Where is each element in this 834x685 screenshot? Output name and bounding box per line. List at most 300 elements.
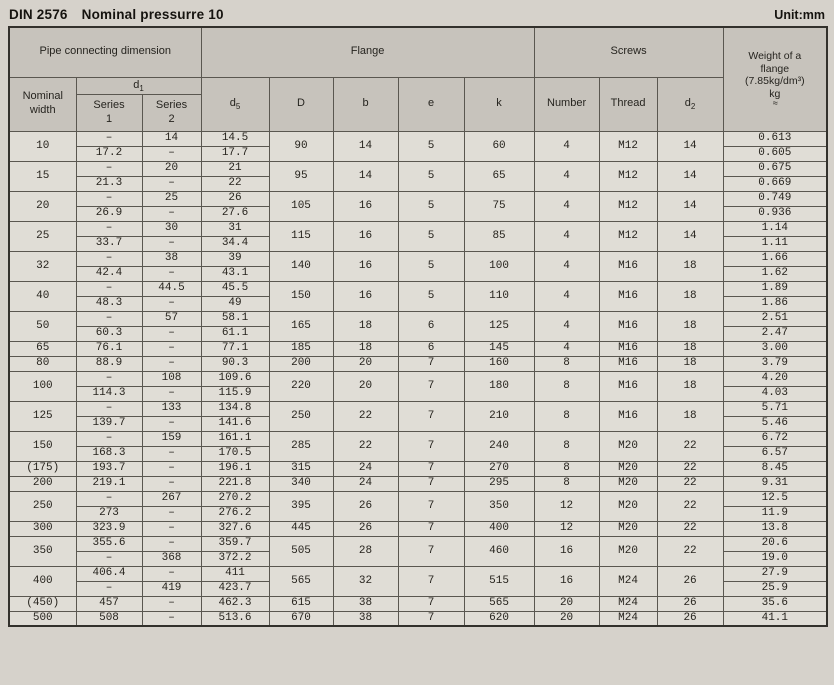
cell-D: 150 [269, 281, 333, 311]
table-row [9, 221, 827, 236]
cell-k: 460 [464, 536, 534, 566]
cell-d1-series2: – [142, 536, 201, 551]
cell-d5: 109.6 [201, 371, 269, 386]
cell-e: 5 [398, 251, 464, 281]
table-row [9, 611, 827, 626]
cell-d5: 462.3 [201, 596, 269, 611]
cell-d5: 141.6 [201, 416, 269, 431]
cell-k: 85 [464, 221, 534, 251]
cell-d5: 359.7 [201, 536, 269, 551]
cell-d5: 196.1 [201, 461, 269, 476]
cell-screw-thread: M16 [599, 371, 657, 401]
cell-d1-series2: – [142, 416, 201, 431]
cell-d1-series1: – [76, 401, 142, 416]
cell-d2: 18 [657, 356, 723, 371]
cell-nominal-width: 400 [9, 566, 76, 596]
cell-weight: 12.5 [723, 491, 827, 506]
cell-d2: 18 [657, 311, 723, 341]
cell-screw-number: 8 [534, 476, 599, 491]
cell-screw-number: 16 [534, 566, 599, 596]
cell-D: 395 [269, 491, 333, 521]
cell-d1-series1: – [76, 161, 142, 176]
cell-nominal-width: 250 [9, 491, 76, 521]
cell-d1-series1: – [76, 581, 142, 596]
cell-b: 26 [333, 521, 398, 536]
cell-d1-series2: – [142, 446, 201, 461]
cell-b: 38 [333, 611, 398, 626]
header-b: b [333, 77, 398, 131]
cell-d1-series2: – [142, 596, 201, 611]
cell-b: 26 [333, 491, 398, 521]
cell-e: 5 [398, 221, 464, 251]
cell-nominal-width: (450) [9, 596, 76, 611]
cell-d1-series1: 48.3 [76, 296, 142, 311]
cell-nominal-width: 500 [9, 611, 76, 626]
cell-d1-series1: – [76, 431, 142, 446]
cell-D: 165 [269, 311, 333, 341]
cell-d1-series2: 57 [142, 311, 201, 326]
cell-d2: 18 [657, 281, 723, 311]
cell-d5: 270.2 [201, 491, 269, 506]
cell-screw-number: 8 [534, 431, 599, 461]
cell-weight: 20.6 [723, 536, 827, 551]
header-series-2: Series 2 [142, 94, 201, 131]
cell-screw-number: 8 [534, 356, 599, 371]
cell-d1-series2: 133 [142, 401, 201, 416]
cell-e: 7 [398, 566, 464, 596]
cell-screw-thread: M20 [599, 476, 657, 491]
cell-d2: 22 [657, 536, 723, 566]
cell-screw-thread: M16 [599, 341, 657, 356]
cell-d5: 134.8 [201, 401, 269, 416]
cell-weight: 35.6 [723, 596, 827, 611]
cell-d2: 18 [657, 251, 723, 281]
cell-k: 565 [464, 596, 534, 611]
cell-b: 38 [333, 596, 398, 611]
header-series-1: Series 1 [76, 94, 142, 131]
cell-e: 7 [398, 521, 464, 536]
cell-d1-series1: 508 [76, 611, 142, 626]
cell-d1-series2: 267 [142, 491, 201, 506]
cell-e: 7 [398, 491, 464, 521]
table-row [9, 401, 827, 416]
table-row [9, 491, 827, 506]
cell-b: 14 [333, 161, 398, 191]
cell-k: 515 [464, 566, 534, 596]
cell-d5: 22 [201, 176, 269, 191]
cell-screw-thread: M16 [599, 281, 657, 311]
cell-d2: 22 [657, 491, 723, 521]
cell-d1-series1: 21.3 [76, 176, 142, 191]
table-row [9, 476, 827, 491]
cell-d1-series2: 25 [142, 191, 201, 206]
cell-d5: 45.5 [201, 281, 269, 296]
cell-screw-number: 4 [534, 281, 599, 311]
cell-nominal-width: 10 [9, 131, 76, 161]
cell-k: 100 [464, 251, 534, 281]
cell-screw-thread: M20 [599, 536, 657, 566]
cell-D: 185 [269, 341, 333, 356]
pressure-rating: Nominal pressurre 10 [81, 7, 224, 22]
cell-d5: 31 [201, 221, 269, 236]
cell-D: 565 [269, 566, 333, 596]
cell-e: 7 [398, 611, 464, 626]
cell-e: 5 [398, 191, 464, 221]
cell-d2: 22 [657, 431, 723, 461]
cell-weight: 27.9 [723, 566, 827, 581]
cell-d1-series1: – [76, 551, 142, 566]
cell-D: 90 [269, 131, 333, 161]
cell-b: 16 [333, 221, 398, 251]
cell-d1-series2: – [142, 461, 201, 476]
cell-d1-series1: 26.9 [76, 206, 142, 221]
unit-label: Unit:mm [774, 8, 825, 22]
cell-weight: 13.8 [723, 521, 827, 536]
cell-d2: 26 [657, 596, 723, 611]
cell-e: 7 [398, 431, 464, 461]
cell-e: 7 [398, 356, 464, 371]
header-d2: $d_2$ [657, 77, 723, 131]
cell-d1-series2: 368 [142, 551, 201, 566]
cell-nominal-width: 65 [9, 341, 76, 356]
cell-e: 7 [398, 536, 464, 566]
cell-d5: 327.6 [201, 521, 269, 536]
table-row [9, 566, 827, 581]
cell-e: 5 [398, 281, 464, 311]
cell-D: 315 [269, 461, 333, 476]
cell-k: 75 [464, 191, 534, 221]
cell-d1-series1: 406.4 [76, 566, 142, 581]
cell-b: 20 [333, 356, 398, 371]
cell-screw-number: 4 [534, 131, 599, 161]
cell-screw-thread: M20 [599, 431, 657, 461]
cell-d2: 22 [657, 476, 723, 491]
cell-b: 28 [333, 536, 398, 566]
cell-nominal-width: 25 [9, 221, 76, 251]
header-screw-thread: Thread [599, 77, 657, 131]
cell-d5: 17.7 [201, 146, 269, 161]
cell-d1-series2: – [142, 476, 201, 491]
cell-e: 5 [398, 131, 464, 161]
cell-weight: 4.20 [723, 371, 827, 386]
cell-nominal-width: 32 [9, 251, 76, 281]
cell-d5: 77.1 [201, 341, 269, 356]
cell-screw-number: 4 [534, 221, 599, 251]
cell-d1-series2: – [142, 146, 201, 161]
cell-nominal-width: (175) [9, 461, 76, 476]
cell-d1-series1: 17.2 [76, 146, 142, 161]
cell-screw-number: 8 [534, 401, 599, 431]
cell-k: 180 [464, 371, 534, 401]
header-weight: Weight of a flange (7.85kg/dm³) kg ≈ [723, 27, 827, 131]
cell-d1-series1: 42.4 [76, 266, 142, 281]
cell-D: 340 [269, 476, 333, 491]
cell-d1-series2: – [142, 341, 201, 356]
cell-d1-series1: – [76, 221, 142, 236]
cell-k: 620 [464, 611, 534, 626]
table-row [9, 521, 827, 536]
cell-d1-series1: – [76, 251, 142, 266]
cell-b: 14 [333, 131, 398, 161]
cell-d2: 22 [657, 461, 723, 476]
cell-D: 200 [269, 356, 333, 371]
header-screw-number: Number [534, 77, 599, 131]
cell-weight: 4.03 [723, 386, 827, 401]
cell-b: 18 [333, 341, 398, 356]
cell-e: 7 [398, 476, 464, 491]
cell-weight: 1.11 [723, 236, 827, 251]
table-row [9, 161, 827, 176]
cell-screw-thread: M12 [599, 221, 657, 251]
cell-d1-series1: – [76, 131, 142, 146]
cell-d1-series1: – [76, 491, 142, 506]
cell-weight: 25.9 [723, 581, 827, 596]
cell-d2: 18 [657, 371, 723, 401]
cell-screw-thread: M12 [599, 131, 657, 161]
header-d5: $d_5$ [201, 77, 269, 131]
header-nominal-width: Nominal width [9, 77, 76, 131]
cell-weight: 6.57 [723, 446, 827, 461]
cell-d1-series1: – [76, 311, 142, 326]
cell-d1-series1: 193.7 [76, 461, 142, 476]
cell-weight: 9.31 [723, 476, 827, 491]
cell-d5: 14.5 [201, 131, 269, 146]
cell-e: 7 [398, 401, 464, 431]
cell-b: 32 [333, 566, 398, 596]
cell-nominal-width: 150 [9, 431, 76, 461]
cell-screw-thread: M16 [599, 251, 657, 281]
cell-d1-series2: – [142, 206, 201, 221]
cell-screw-thread: M24 [599, 611, 657, 626]
header-e: e [398, 77, 464, 131]
cell-d5: 221.8 [201, 476, 269, 491]
cell-d5: 39 [201, 251, 269, 266]
cell-d1-series2: – [142, 236, 201, 251]
cell-D: 285 [269, 431, 333, 461]
cell-d5: 27.6 [201, 206, 269, 221]
cell-weight: 2.47 [723, 326, 827, 341]
header-group-pipe: Pipe connecting dimension [9, 27, 201, 77]
cell-d1-series2: 20 [142, 161, 201, 176]
cell-d1-series2: – [142, 386, 201, 401]
cell-k: 400 [464, 521, 534, 536]
table-row [9, 371, 827, 386]
title-bar [8, 5, 826, 26]
cell-d1-series1: 355.6 [76, 536, 142, 551]
cell-b: 16 [333, 191, 398, 221]
cell-nominal-width: 100 [9, 371, 76, 401]
cell-screw-thread: M16 [599, 356, 657, 371]
cell-d1-series1: – [76, 371, 142, 386]
cell-D: 670 [269, 611, 333, 626]
cell-b: 24 [333, 476, 398, 491]
cell-d5: 58.1 [201, 311, 269, 326]
cell-weight: 3.00 [723, 341, 827, 356]
cell-screw-number: 4 [534, 311, 599, 341]
cell-d1-series2: – [142, 521, 201, 536]
cell-e: 6 [398, 311, 464, 341]
cell-d1-series2: – [142, 266, 201, 281]
cell-weight: 1.14 [723, 221, 827, 236]
cell-screw-thread: M20 [599, 461, 657, 476]
cell-screw-number: 8 [534, 371, 599, 401]
header-d1: $d_1$ [76, 77, 201, 94]
cell-d5: 276.2 [201, 506, 269, 521]
cell-screw-thread: M12 [599, 191, 657, 221]
cell-d1-series2: – [142, 506, 201, 521]
cell-d5: 43.1 [201, 266, 269, 281]
table-row [9, 431, 827, 446]
cell-e: 7 [398, 596, 464, 611]
cell-weight: 3.79 [723, 356, 827, 371]
table-body [9, 131, 827, 626]
cell-d5: 26 [201, 191, 269, 206]
cell-d1-series2: 30 [142, 221, 201, 236]
cell-screw-thread: M16 [599, 311, 657, 341]
cell-d5: 49 [201, 296, 269, 311]
standard-number: DIN 2576 [9, 7, 68, 22]
cell-d1-series1: – [76, 191, 142, 206]
table-row [9, 281, 827, 296]
table-row [9, 191, 827, 206]
cell-weight: 11.9 [723, 506, 827, 521]
cell-nominal-width: 125 [9, 401, 76, 431]
cell-screw-number: 12 [534, 491, 599, 521]
table-row [9, 461, 827, 476]
cell-d1-series1: 457 [76, 596, 142, 611]
cell-k: 350 [464, 491, 534, 521]
table-row [9, 536, 827, 551]
table-row [9, 311, 827, 326]
cell-nominal-width: 200 [9, 476, 76, 491]
cell-nominal-width: 300 [9, 521, 76, 536]
cell-k: 110 [464, 281, 534, 311]
table-row [9, 356, 827, 371]
cell-d1-series2: – [142, 326, 201, 341]
cell-d2: 22 [657, 521, 723, 536]
cell-d1-series1: 88.9 [76, 356, 142, 371]
cell-k: 145 [464, 341, 534, 356]
cell-k: 65 [464, 161, 534, 191]
cell-e: 5 [398, 161, 464, 191]
cell-k: 210 [464, 401, 534, 431]
cell-e: 6 [398, 341, 464, 356]
cell-d1-series2: 14 [142, 131, 201, 146]
cell-nominal-width: 15 [9, 161, 76, 191]
cell-d5: 411 [201, 566, 269, 581]
cell-screw-thread: M20 [599, 491, 657, 521]
header-group-screws: Screws [534, 27, 723, 77]
cell-d1-series2: 419 [142, 581, 201, 596]
cell-b: 16 [333, 251, 398, 281]
cell-screw-thread: M24 [599, 566, 657, 596]
cell-d5: 372.2 [201, 551, 269, 566]
cell-d5: 34.4 [201, 236, 269, 251]
cell-d1-series2: – [142, 176, 201, 191]
cell-d1-series1: – [76, 281, 142, 296]
cell-D: 250 [269, 401, 333, 431]
cell-d5: 423.7 [201, 581, 269, 596]
cell-d5: 21 [201, 161, 269, 176]
cell-screw-number: 8 [534, 461, 599, 476]
cell-b: 20 [333, 371, 398, 401]
cell-screw-thread: M16 [599, 401, 657, 431]
cell-d2: 26 [657, 566, 723, 596]
header-k: k [464, 77, 534, 131]
cell-d5: 513.6 [201, 611, 269, 626]
cell-screw-thread: M20 [599, 521, 657, 536]
cell-d5: 170.5 [201, 446, 269, 461]
cell-d2: 14 [657, 221, 723, 251]
cell-weight: 0.749 [723, 191, 827, 206]
cell-d1-series2: 44.5 [142, 281, 201, 296]
cell-D: 115 [269, 221, 333, 251]
cell-weight: 6.72 [723, 431, 827, 446]
cell-d1-series1: 33.7 [76, 236, 142, 251]
cell-d2: 14 [657, 131, 723, 161]
cell-screw-number: 4 [534, 191, 599, 221]
cell-screw-number: 12 [534, 521, 599, 536]
cell-nominal-width: 50 [9, 311, 76, 341]
cell-screw-number: 4 [534, 161, 599, 191]
cell-weight: 5.46 [723, 416, 827, 431]
table-row [9, 251, 827, 266]
cell-d2: 14 [657, 191, 723, 221]
cell-screw-thread: M12 [599, 161, 657, 191]
cell-b: 22 [333, 431, 398, 461]
cell-screw-number: 20 [534, 596, 599, 611]
cell-d1-series1: 219.1 [76, 476, 142, 491]
cell-k: 125 [464, 311, 534, 341]
cell-d1-series1: 76.1 [76, 341, 142, 356]
cell-d1-series2: – [142, 566, 201, 581]
cell-d5: 90.3 [201, 356, 269, 371]
cell-d5: 161.1 [201, 431, 269, 446]
cell-d1-series1: 114.3 [76, 386, 142, 401]
cell-d2: 18 [657, 341, 723, 356]
cell-screw-number: 4 [534, 251, 599, 281]
table-row [9, 341, 827, 356]
cell-nominal-width: 350 [9, 536, 76, 566]
flange-dimension-table [8, 26, 828, 627]
header-group-flange: Flange [201, 27, 534, 77]
cell-k: 270 [464, 461, 534, 476]
cell-weight: 0.605 [723, 146, 827, 161]
cell-weight: 5.71 [723, 401, 827, 416]
page-title [9, 7, 224, 22]
cell-d1-series1: 168.3 [76, 446, 142, 461]
cell-weight: 8.45 [723, 461, 827, 476]
cell-b: 22 [333, 401, 398, 431]
cell-weight: 2.51 [723, 311, 827, 326]
cell-e: 7 [398, 461, 464, 476]
cell-weight: 1.86 [723, 296, 827, 311]
cell-D: 220 [269, 371, 333, 401]
cell-d1-series2: – [142, 356, 201, 371]
cell-D: 505 [269, 536, 333, 566]
cell-nominal-width: 80 [9, 356, 76, 371]
cell-weight: 41.1 [723, 611, 827, 626]
cell-k: 240 [464, 431, 534, 461]
cell-b: 18 [333, 311, 398, 341]
cell-d1-series1: 139.7 [76, 416, 142, 431]
cell-D: 445 [269, 521, 333, 536]
cell-d2: 18 [657, 401, 723, 431]
cell-d5: 115.9 [201, 386, 269, 401]
cell-d1-series2: – [142, 296, 201, 311]
cell-b: 16 [333, 281, 398, 311]
cell-weight: 0.675 [723, 161, 827, 176]
